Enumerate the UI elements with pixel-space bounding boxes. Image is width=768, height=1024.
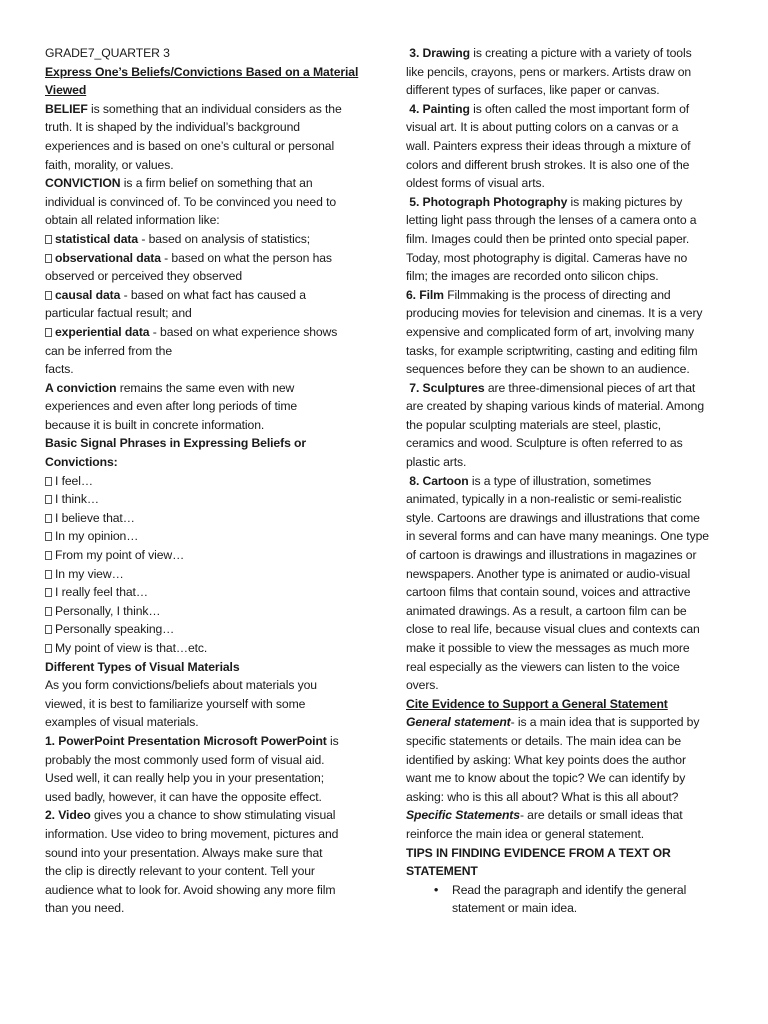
visual-intro-line-3: examples of visual materials. [45, 715, 199, 730]
grade-header: GRADE7_QUARTER 3 [45, 46, 170, 60]
tip-item: • Read the paragraph and identify the general statement or main idea. [406, 881, 724, 918]
item1-line-3: Used well, it can really help you in your presentation; [45, 771, 325, 786]
tips-heading-line-2: STATEMENT [406, 864, 478, 879]
checkbox-glyph-icon [45, 644, 52, 653]
checkbox-glyph-icon [45, 588, 52, 597]
data-item-causal-cont: particular factual result; and [45, 306, 192, 321]
checkbox-glyph-icon [45, 532, 52, 541]
item8-line-5: of cartoon is drawings and illustrations in magazines or [406, 548, 697, 563]
conviction-remains-line-1: A conviction remains the same even with new [45, 380, 295, 395]
signal-phrase: I believe that… [45, 509, 367, 528]
item4-line-5: oldest forms of visual arts. [406, 176, 545, 191]
item6-line-2: producing movies for television and cinemas. It is a very [406, 306, 703, 321]
item5-line-2: letting light pass through the lenses of a camera onto a [406, 213, 697, 228]
checkbox-glyph-icon [45, 607, 52, 616]
item3-line-2: like pencils, crayons, pens or markers. Artists draw on [406, 64, 692, 79]
item5-line-5: film; the images are recorded onto silicon chips. [406, 269, 659, 284]
signal-heading-line-1: Basic Signal Phrases in Expressing Beliefs or [45, 436, 307, 451]
item8-line-9: close to real life, because visual clues and contexts can [406, 622, 700, 637]
signal-phrase: My point of view is that…etc. [45, 639, 367, 658]
checkbox-glyph-icon [45, 477, 52, 486]
item2-line-3: sound into your presentation. Always make sure that [45, 845, 323, 860]
item4-line-1: 4. Painting is often called the most important form of [409, 101, 690, 116]
specific-statements-line-2: reinforce the main idea or general statement. [406, 826, 645, 841]
bullet-icon: • [434, 882, 439, 897]
conviction-term: CONVICTION [45, 176, 121, 191]
item1-line-2: probably the most commonly used form of visual aid. [45, 752, 325, 767]
visual-materials-heading: Different Types of Visual Materials [45, 659, 240, 674]
general-statement-line-2: specific statements or details. The main idea can be [406, 733, 682, 748]
signal-phrase: I think… [45, 490, 367, 509]
item2-line-1: 2. Video gives you a chance to show stimulating visual [45, 808, 336, 823]
item8-line-10: make it possible to view the messages as much more [406, 641, 690, 655]
belief-term: BELIEF [45, 101, 88, 116]
item6-line-5: sequences before they can be shown to an audience. [406, 362, 690, 377]
item4-line-3: wall. Painters express their ideas through a mixture of [406, 138, 691, 153]
item8-line-1: 8. Cartoon is a type of illustration, sometimes [409, 473, 652, 488]
item7-line-5: plastic arts. [406, 455, 467, 470]
specific-statements-line-1: Specific Statements- are details or small ideas that [406, 808, 683, 823]
data-item-causal: causal data - based on what fact has caused a [45, 286, 367, 305]
item2-line-4: the clip is directly relevant to your content. Tell your [45, 864, 315, 879]
data-item-experiential-cont: can be inferred from the [45, 343, 172, 358]
data-item-statistical: statistical data - based on analysis of statistics; [45, 230, 367, 249]
section-title-line-2: Viewed [45, 83, 87, 98]
item1-line-1: 1. PowerPoint Presentation Microsoft PowerPoint is [45, 733, 339, 748]
checkbox-glyph-icon [45, 254, 52, 263]
item8-line-4: in several forms and can have many meanings. One type [406, 529, 709, 544]
item7-line-3: the popular sculpting materials are steel, plastic, [406, 417, 662, 432]
belief-line-3: experiences and is based on one’s cultural or personal [45, 138, 335, 153]
item5-line-3: film. Images could then be printed onto special paper. [406, 231, 690, 246]
visual-intro-line-1: As you form convictions/beliefs about materials you [45, 678, 317, 693]
checkbox-glyph-icon [45, 495, 52, 504]
item8-line-12: overs. [406, 678, 439, 693]
item8-line-2: animated, typically in a non-realistic or semi-realistic [406, 492, 682, 507]
item7-line-4: ceramics and wood. Sculpture is often referred to as [406, 436, 683, 451]
data-item-experiential: experiential data - based on what experience shows [45, 323, 367, 342]
general-statement-line-3: identified by asking: What key points does the author [406, 752, 686, 767]
item7-line-2: are created by shaping various kinds of material. Among [406, 399, 704, 414]
item8-line-3: style. Cartoons are drawings and illustrations that come [406, 510, 700, 525]
checkbox-glyph-icon [45, 570, 52, 579]
conviction-line-3: obtain all related information like: [45, 213, 220, 228]
item4-line-4: colors and different brush strokes. It is also one of the [406, 157, 690, 172]
item8-line-8: animated drawings. As a result, a cartoon film can be [406, 603, 687, 618]
cite-evidence-heading: Cite Evidence to Support a General Statement [406, 696, 668, 711]
left-column [45, 44, 367, 918]
conviction-line-1: CONVICTION is a firm belief on something that an [45, 176, 313, 191]
checkbox-glyph-icon [45, 291, 52, 300]
item3-line-3: different types of surfaces, like paper or canvas. [406, 83, 660, 98]
checkbox-glyph-icon [45, 235, 52, 244]
signal-phrase: I really feel that… [45, 583, 367, 602]
data-item-observational: observational data - based on what the person has [45, 249, 367, 268]
general-statement-line-4: want me to know about the topic? We can identify by [406, 771, 686, 786]
checkbox-glyph-icon [45, 625, 52, 634]
signal-phrase: In my opinion… [45, 527, 367, 546]
signal-heading-line-2: Convictions: [45, 455, 118, 470]
signal-phrase: Personally speaking… [45, 620, 367, 639]
tips-heading-line-1: TIPS IN FINDING EVIDENCE FROM A TEXT OR [406, 845, 671, 860]
item8-line-11: real especially as the viewers can listen to the voice [406, 659, 680, 674]
item6-line-1: 6. Film Filmmaking is the process of directing and [406, 287, 671, 302]
conviction-remains-line-2: experiences and even after long periods of time [45, 399, 298, 414]
checkbox-glyph-icon [45, 328, 52, 337]
data-item-experiential-cont-2: facts. [45, 362, 74, 377]
item1-line-4: used badly, however, it can have the opposite effect. [45, 789, 322, 804]
conviction-line-2: individual is convinced of. To be convinced you need to [45, 194, 337, 209]
right-column [406, 44, 724, 918]
checkbox-glyph-icon [45, 551, 52, 560]
item5-line-1: 5. Photograph Photography is making pictures by [409, 194, 683, 209]
item6-line-4: tasks, for example scriptwriting, casting and editing film [406, 343, 698, 358]
signal-phrase: I feel… [45, 472, 367, 491]
general-statement-line-5: asking: who is this all about? What is this all about? [406, 789, 679, 804]
data-item-observational-cont: observed or perceived they observed [45, 269, 243, 284]
signal-phrase: From my point of view… [45, 546, 367, 565]
conviction-remains-line-3: because it is built in concrete information. [45, 417, 265, 432]
item2-line-6: than you need. [45, 901, 125, 916]
item4-line-2: visual art. It is about putting colors on a canvas or a [406, 120, 679, 135]
belief-line-2: truth. It is shaped by the individual’s background [45, 120, 300, 135]
item7-line-1: 7. Sculptures are three-dimensional pieces of art that [409, 380, 696, 395]
signal-phrase: In my view… [45, 565, 367, 584]
item8-line-6: newspapers. Another type is animated or audio-visual [406, 566, 691, 581]
general-statement-line-1: General statement- is a main idea that is supported by [406, 715, 700, 730]
item8-line-7: cartoon films that contain sound, voices and attractive [406, 585, 691, 600]
visual-intro-line-2: viewed, it is best to familiarize yourself with some [45, 696, 306, 711]
signal-phrase: Personally, I think… [45, 602, 367, 621]
item3-line-1: 3. Drawing is creating a picture with a variety of tools [409, 46, 692, 60]
item2-line-2: information. Use video to bring movement, pictures and [45, 826, 339, 841]
belief-line-1: BELIEF is something that an individual considers as the [45, 101, 342, 116]
belief-line-4: faith, morality, or values. [45, 157, 174, 172]
item6-line-3: expensive and complicated form of art, involving many [406, 324, 695, 339]
checkbox-glyph-icon [45, 514, 52, 523]
item5-line-4: Today, most photography is digital. Cameras have no [406, 250, 688, 265]
section-title-line-1: Express One’s Beliefs/Convictions Based on a Material [45, 64, 359, 79]
item2-line-5: audience what to look for. Avoid showing any more film [45, 882, 336, 897]
